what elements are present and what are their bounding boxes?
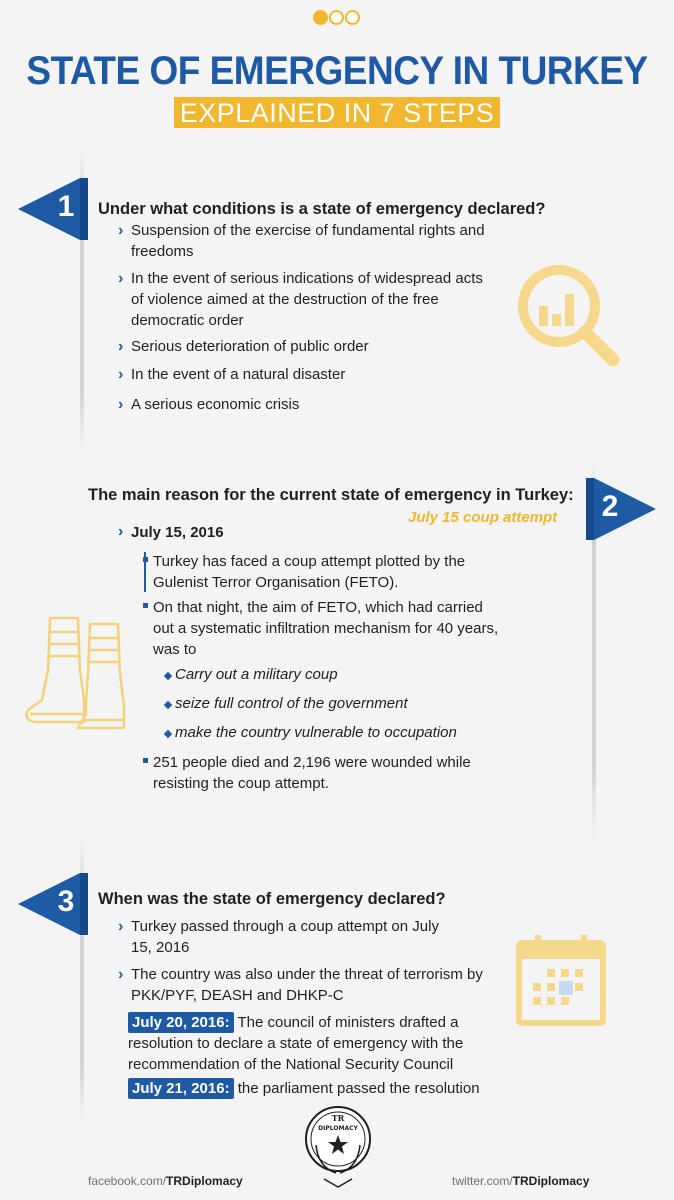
- step-1-tag: [18, 178, 88, 240]
- event-date-badge: July 21, 2016:: [128, 1078, 234, 1099]
- step-2-aim: make the country vulnerable to occupation: [175, 724, 457, 741]
- page-title: STATE OF EMERGENCY IN TURKEY: [26, 48, 648, 93]
- step-3-number: 3: [57, 885, 75, 918]
- step-2-aim: Carry out a military coup: [175, 666, 338, 683]
- chevron-right-icon: ›: [118, 918, 124, 935]
- step-1-item: › In the event of serious indications of widespread acts of violence aimed at the destruction of the free democratic order: [118, 270, 483, 329]
- bullet-diamond: [164, 730, 172, 738]
- chevron-right-icon: ›: [118, 396, 124, 413]
- step-2-aim: seize full control of the government: [175, 695, 408, 712]
- magnifier-chart-icon: [515, 262, 620, 367]
- page-dot-1[interactable]: [313, 10, 328, 25]
- page-subtitle: EXPLAINED IN 7 STEPS: [174, 97, 501, 128]
- step-3-event: July 20, 2016: The council of ministers drafted a resolution to declare a state of emergency with the recommendation of the National Security Council: [128, 1014, 464, 1073]
- boots-icon: [20, 610, 138, 735]
- twitter-link[interactable]: twitter.com/TRDiplomacy: [452, 1174, 590, 1188]
- step-1-item: › In the event of a natural disaster: [118, 366, 346, 383]
- page-dot-2[interactable]: [329, 10, 344, 25]
- chevron-right-icon: ›: [118, 523, 124, 540]
- chevron-right-icon: ›: [118, 270, 124, 287]
- step-2-point: On that night, the aim of FETO, which had carried out a systematic infiltration mechanism for 40 years, was to: [153, 599, 499, 658]
- page-dot-3[interactable]: [345, 10, 360, 25]
- step-2-casualties: 251 people died and 2,196 were wounded while resisting the coup attempt.: [153, 754, 471, 792]
- step-3-event: July 21, 2016: the parliament passed the resolution: [128, 1078, 508, 1099]
- event-date-badge: July 20, 2016:: [128, 1012, 234, 1033]
- svg-text:DIPLOMACY: DIPLOMACY: [318, 1125, 358, 1132]
- svg-text:TR: TR: [331, 1113, 345, 1123]
- chevron-right-icon: ›: [118, 366, 124, 383]
- tr-diplomacy-seal: [302, 1105, 374, 1189]
- step-1-item: › Serious deterioration of public order: [118, 338, 369, 355]
- step-3-item: › The country was also under the threat of terrorism by PKK/PYF, DEASH and DHKP-C: [118, 966, 483, 1004]
- step-1-question: Under what conditions is a state of emergency declared?: [98, 200, 546, 218]
- step-2-answer: July 15 coup attempt: [408, 509, 558, 526]
- step-1-number: 1: [57, 190, 75, 223]
- chevron-right-icon: ›: [118, 338, 124, 355]
- step-1-item: › A serious economic crisis: [118, 396, 300, 413]
- bullet-diamond: [164, 701, 172, 709]
- bullet-diamond: [164, 672, 172, 680]
- step-2-number: 2: [601, 490, 619, 523]
- step-1-item: › Suspension of the exercise of fundamental rights and freedoms: [118, 222, 485, 260]
- step-2-date-heading: › July 15, 2016: [118, 523, 224, 541]
- step-2-point: Turkey has faced a coup attempt plotted by the Gulenist Terror Organisation (FETO).: [153, 553, 466, 591]
- facebook-link[interactable]: facebook.com/TRDiplomacy: [88, 1174, 243, 1188]
- step-3-tag: [18, 873, 88, 935]
- step-3-question: When was the state of emergency declared?: [98, 890, 446, 908]
- chevron-right-icon: ›: [118, 966, 124, 983]
- chevron-right-icon: ›: [118, 222, 124, 239]
- calendar-icon: [515, 935, 607, 1027]
- step-2-question: The main reason for the current state of emergency in Turkey:: [88, 486, 574, 504]
- step-3-item: › Turkey passed through a coup attempt on July 15, 2016: [118, 918, 439, 956]
- step-2-tag: [586, 478, 656, 540]
